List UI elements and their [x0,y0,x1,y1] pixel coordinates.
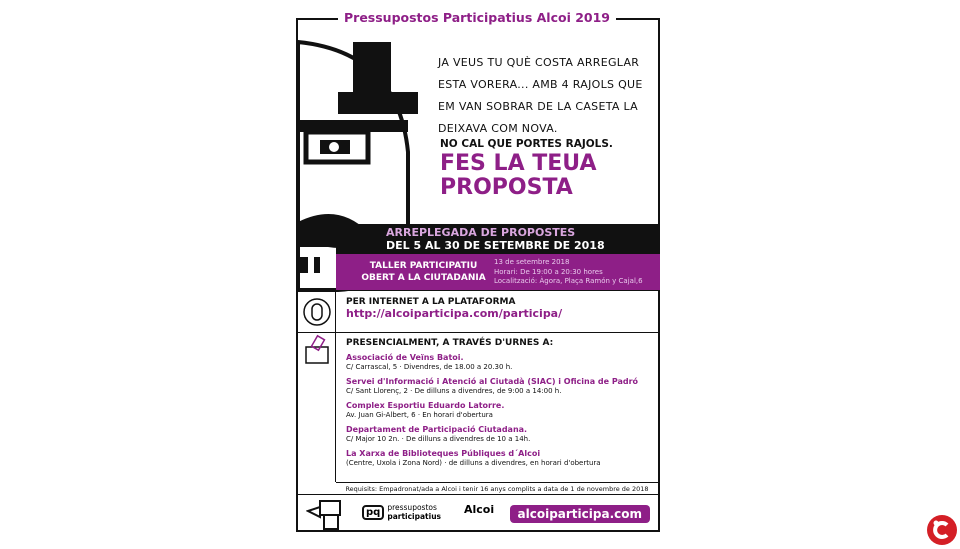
ballot-box-icon [298,333,336,482]
location-detail: C/ Sant Llorenç, 2 · De dilluns a divendres, de 9:00 a 14:00 h. [346,387,562,395]
pp-line-2: participatius [387,512,442,521]
workshop-title [356,260,491,284]
location-detail: Av. Juan Gi-Albert, 6 · En horari d'obertura [346,411,493,419]
location-item [346,448,656,468]
internet-heading: PER INTERNET A LA PLATAFORMA [346,297,516,307]
location-name: Departament de Participació Ciutadana. [346,425,528,434]
collection-label: ARREPLEGADA DE PROPOSTES [386,226,576,239]
location-list [346,338,656,472]
collection-band [336,224,660,254]
presencial-section [298,332,658,482]
location-item [346,352,656,372]
workshop-title-line-2: OBERT A LA CIUTADANIA [361,273,486,283]
workshop-date: 13 de setembre 2018 [494,258,570,266]
location-item [346,424,656,444]
footer [298,494,658,532]
workshop-band [336,254,660,290]
internet-section [298,290,658,332]
location-detail: C/ Carrascal, 5 · Divendres, de 18.00 a 20.30 h. [346,363,513,371]
location-name: Associació de Veïns Batoi. [346,353,464,362]
workshop-hours: Horari: De 19:00 a 20:30 hores [494,267,603,276]
subheadline: NO CAL QUE PORTES RAJOLS. [440,138,613,150]
requirements: Requisits: Empadronat/ada a Alcoi i tenir 16 anys complits a data de 1 de novembre de 2018 [336,482,658,494]
location-name: Servei d'Informació i Atenció al Ciutadà (SIAC) i Oficina de Padró [346,377,639,386]
cta-line-2: PROPOSTA [440,175,573,200]
poster-title: Pressupostos Participatius Alcoi 2019 [338,10,616,25]
fist-pencil-icon [306,497,346,531]
collection-dates: DEL 5 AL 30 DE SETEMBRE DE 2018 [386,239,605,252]
pp-mark: pq [362,505,384,520]
site-badge[interactable]: alcoiparticipa.com [510,505,650,523]
workshop-place: Localització: Àgora, Plaça Ramón y Cajal,6 [494,277,643,285]
cta-line-1: FES LA TEUA [440,151,597,176]
poster [296,10,660,532]
location-item [346,400,656,420]
call-to-action [440,152,597,200]
alcoi-logo: Alcoi [464,503,495,516]
location-item [346,376,656,396]
pp-line-1: pressupostos [387,503,437,512]
mouse-icon [298,291,336,332]
location-detail: C/ Major 10 2n. · De dilluns a divendres de 10 a 14h. [346,435,531,443]
brand-logo [927,515,957,545]
location-detail: (Centre, Uxola i Zona Nord) · de dilluns a divendres, en horari d'obertura [346,459,601,467]
quote-text: JA VEUS TU QUÈ COSTA ARREGLAR ESTA VORERA... AMB 4 RAJOLS QUE EM VAN SOBRAR DE LA CASETA LA DEIXAVA COM NOVA. [438,56,643,135]
location-name: La Xarxa de Biblioteques Públiques d´Alcoi [346,449,541,458]
location-name: Complex Esportiu Eduardo Latorre. [346,401,505,410]
workshop-title-line-1: TALLER PARTICIPATIU [369,261,478,271]
presencial-heading: PRESENCIALMENT, A TRAVÉS D'URNES A: [346,338,554,348]
pp-logo [362,503,441,521]
platform-link[interactable]: http://alcoiparticipa.com/participa/ [346,307,563,320]
workshop-details [494,258,643,287]
